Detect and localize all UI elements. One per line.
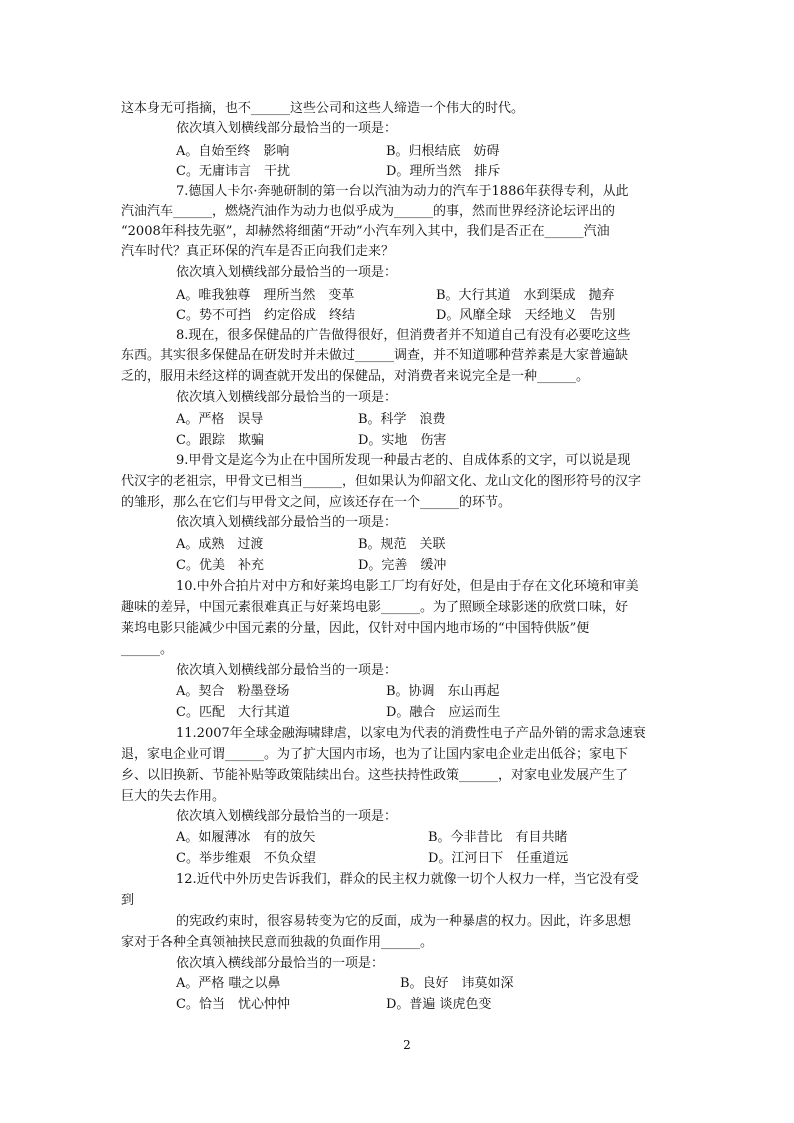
- option-d: D。理所当然 排斥: [386, 164, 501, 179]
- text-line: ______。: [121, 642, 174, 657]
- option-b: B。规范 关联: [358, 537, 446, 552]
- text-line: 代汉字的老祖宗，甲骨文已相当______，但如果认为仰韶文化、龙山文化的图形符号的汉字: [121, 474, 642, 489]
- question-prompt: 依次填入横线部分最恰当的一项是：: [176, 956, 385, 971]
- text-line: 汽油汽车______，燃烧汽油作为动力也似乎成为______的事，然而世界经济论坛评出的: [121, 204, 616, 219]
- option-c: C。优美 补充: [176, 558, 264, 573]
- question-8: 8.现在，很多保健品的广告做得很好，但消费者并不知道自己有没有必要吃这些: [176, 328, 631, 343]
- question-prompt: 依次填入划横线部分最恰当的一项是：: [176, 663, 398, 678]
- option-b: B。今非昔比 有目共睹: [428, 830, 568, 845]
- text-line: 的雏形，那么在它们与甲骨文之间，应该还存在一个______的环节。: [121, 495, 512, 510]
- option-a: A。自始至终 影响: [176, 144, 290, 159]
- text-line: 家对于各种全真领袖挟民意而独裁的负面作用______。: [121, 935, 434, 950]
- option-d: D。江河日下 任重道远: [428, 851, 569, 866]
- text-line: 退，家电企业可谓______。为了扩大国内市场，也为了让国内家电企业走出低谷；家电下: [121, 747, 629, 762]
- option-d: D。实地 伤害: [358, 433, 447, 448]
- question-prompt: 依次填入划横线部分最恰当的一项是：: [176, 809, 398, 824]
- question-prompt: 依次填入划横线部分最恰当的一项是：: [176, 390, 398, 405]
- option-b: B。协调 东山再起: [386, 684, 500, 699]
- text-line: 的宪政约束时，很容易转变为它的反面，成为一种暴虐的权力。因此，许多思想: [176, 914, 632, 929]
- option-a: A。如履薄冰 有的放矢: [176, 830, 316, 845]
- option-c: C。跟踪 欺骗: [176, 433, 264, 448]
- text-line: 乡、以旧换新、节能补贴等政策陆续出台。这些扶持性政策______，对家电业发展产生了: [121, 768, 629, 783]
- text-line: 这本身无可指摘，也不______这些公司和这些人缔造一个伟大的时代。: [121, 101, 525, 116]
- text-line: 莱坞电影只能减少中国元素的分量，因此，仅针对中国内地市场的“中国特供版”便: [121, 621, 590, 636]
- option-a: A。成熟 过渡: [176, 537, 264, 552]
- option-b: B。良好 讳莫如深: [400, 976, 514, 991]
- option-c: C。无庸讳言 干扰: [176, 164, 290, 179]
- question-prompt: 依次填入划横线部分最恰当的一项是：: [176, 515, 398, 530]
- option-c: C。匹配 大行其道: [176, 705, 290, 720]
- question-prompt: 依次填入划横线部分最恰当的一项是：: [176, 265, 398, 280]
- option-b: B。大行其道 水到渠成 抛弃: [436, 288, 615, 303]
- question-10: 10.中外合拍片对中方和好莱坞电影工厂均有好处，但是由于存在文化环境和审美: [176, 579, 639, 594]
- text-line: 到: [121, 893, 135, 908]
- option-a: A。严格 误导: [176, 412, 264, 427]
- question-prompt: 依次填入划横线部分最恰当的一项是：: [176, 121, 398, 136]
- page-number: 2: [403, 1038, 411, 1052]
- option-a: A。唯我独尊 理所当然 变革: [176, 288, 355, 303]
- option-c: C。势不可挡 约定俗成 终结: [176, 308, 355, 323]
- question-7: 7.德国人卡尔·奔驰研制的第一台以汽油为动力的汽车于1886年获得专利，从此: [176, 184, 629, 199]
- option-d: D。完善 缓冲: [358, 558, 447, 573]
- question-9: 9.甲骨文是迄今为止在中国所发现一种最古老的、自成体系的文字，可以说是现: [176, 453, 631, 468]
- question-11: 11.2007年全球金融海啸肆虐，以家电为代表的消费性电子产品外销的需求急速衰: [176, 726, 646, 741]
- text-line: 汽车时代？真正环保的汽车是否正向我们走来？: [121, 244, 395, 259]
- option-b: B。归根结底 妨碍: [386, 144, 500, 159]
- option-d: D。普遍 谈虎色变: [386, 997, 492, 1012]
- text-line: 巨大的失去作用。: [121, 789, 226, 804]
- text-line: 东西。其实很多保健品在研发时并未做过______调查，并不知道哪种营养素是大家普遍缺: [121, 348, 629, 363]
- option-c: C。举步维艰 不负众望: [176, 851, 316, 866]
- text-line: “2008年科技先驱”，却赫然将细菌“开动”小汽车列入其中，我们是否正在______汽油: [121, 224, 610, 239]
- option-a: A。契合 粉墨登场: [176, 684, 290, 699]
- text-line: 趣味的差异，中国元素很难真正与好莱坞电影______。为了照顾全球影迷的欣赏口味，好: [121, 600, 629, 615]
- option-d: D。风靡全球 天经地义 告别: [436, 308, 616, 323]
- option-c: C。恰当 忧心忡忡: [176, 997, 290, 1012]
- text-line: 乏的，服用未经这样的调查就开发出的保健品，对消费者来说完全是一种______。: [121, 369, 590, 384]
- question-12: 12.近代中外历史告诉我们，群众的民主权力就像一切个人权力一样，当它没有受: [176, 872, 639, 887]
- option-d: D。融合 应运而生: [386, 705, 501, 720]
- option-b: B。科学 浪费: [358, 412, 446, 427]
- option-a: A。严格 嗤之以鼻: [176, 976, 281, 991]
